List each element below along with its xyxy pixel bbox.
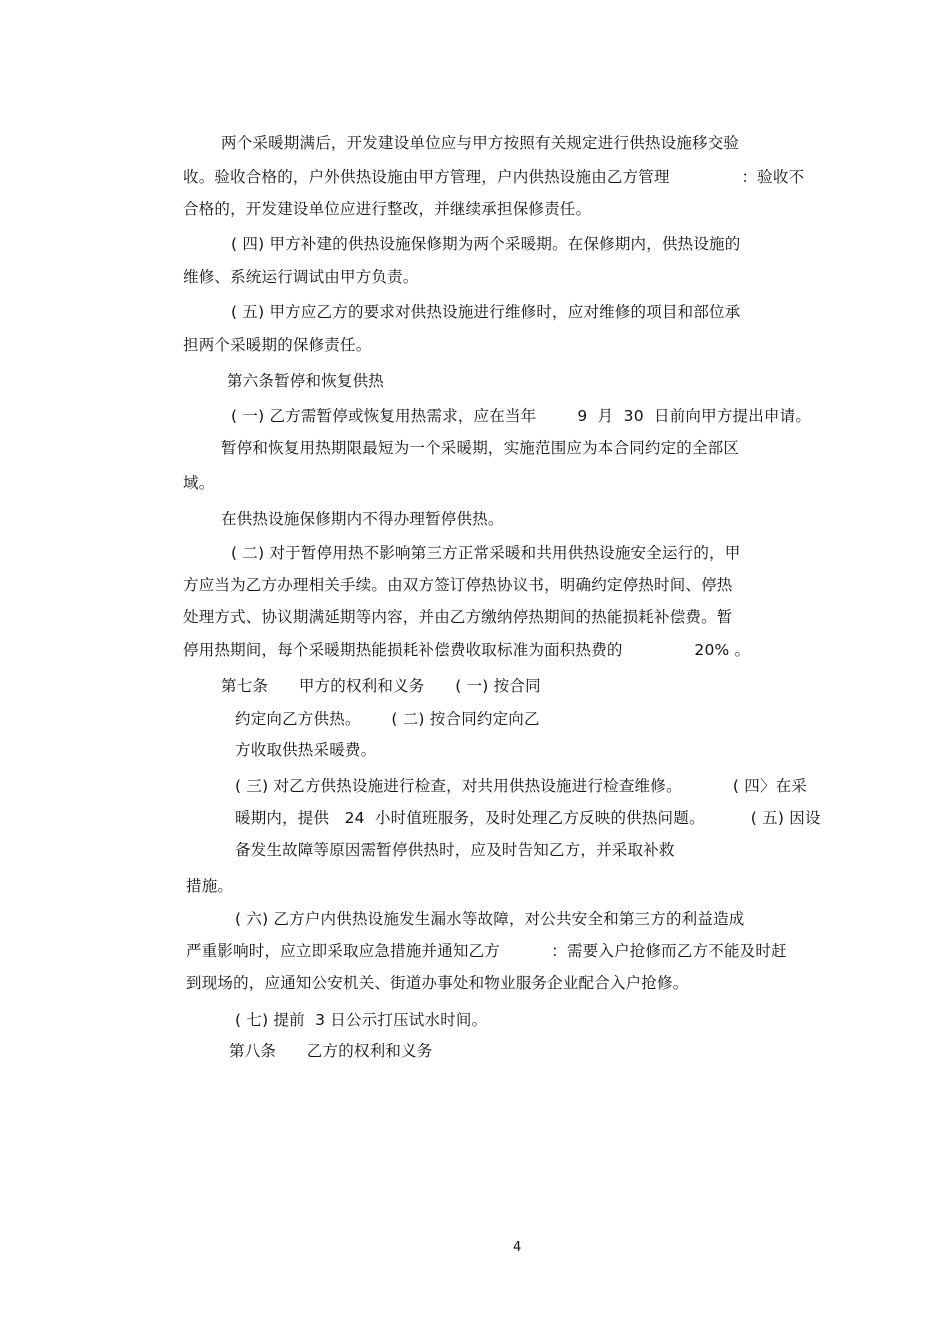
paragraph-line: 暂停和恢复用热期限最短为一个采暖期，实施范围应为本合同约定的全部区 [221, 439, 740, 457]
article-heading: 第六条暂停和恢复供热 [227, 372, 385, 390]
paragraph-line: 维修、系统运行调试由甲方负责。 [183, 268, 419, 286]
paragraph-line: 备发生故障等原因需暂停供热时，应及时告知乙方，并采取补救 [235, 841, 675, 859]
paragraph-line: ( 一) 乙方需暂停或恢复用热需求，应在当年 9 月 30 日前向甲方提出申请。 [231, 407, 812, 425]
paragraph-line: 方应当为乙方办理相关手续。由双方签订停热协议书，明确约定停热时间、停热 [183, 576, 733, 594]
paragraph-line: 合格的，开发建设单位应进行整改，并继续承担保修责任。 [183, 200, 592, 218]
paragraph-line: 方收取供热采暖费。 [235, 741, 377, 759]
paragraph-line: 处理方式、协议期满延期等内容，并由乙方缴纳停热期间的热能损耗补偿费。暂 [183, 608, 733, 626]
paragraph-line: 约定向乙方供热。 ( 二) 按合同约定向乙 [235, 710, 540, 728]
article-heading: 第七条 甲方的权利和义务 ( 一) 按合同 [221, 677, 541, 695]
paragraph-line: ( 二) 对于暂停用热不影响第三方正常采暖和共用供热设施安全运行的，甲 [231, 544, 741, 562]
paragraph-line: 收。验收合格的，户外供热设施由甲方管理，户内供热设施由乙方管理 ：验收不 [183, 168, 805, 186]
paragraph-line: ( 六) 乙方户内供热设施发生漏水等故障，对公共安全和第三方的利益造成 [235, 910, 745, 928]
paragraph-line: 担两个采暖期的保修责任。 [183, 336, 372, 354]
page-number: 4 [513, 1240, 522, 1255]
paragraph-line: 暖期内，提供 24 小时值班服务，及时处理乙方反映的供热问题。 ( 五) 因设 [235, 809, 821, 827]
paragraph-line: ( 四) 甲方补建的供热设施保修期为两个采暖期。在保修期内，供热设施的 [231, 235, 741, 253]
paragraph-line: 严重影响时，应立即采取应急措施并通知乙方 ：需要入户抢修而乙方不能及时赶 [186, 942, 787, 960]
paragraph-line: 在供热设施保修期内不得办理暂停供热。 [221, 510, 504, 528]
paragraph-line: ( 五) 甲方应乙方的要求对供热设施进行维修时，应对维修的项目和部位承 [231, 303, 741, 321]
paragraph-line: 到现场的，应通知公安机关、街道办事处和物业服务企业配合入户抢修。 [186, 974, 689, 992]
paragraph-line: ( 七) 提前 3 日公示打压试水时间。 [235, 1011, 488, 1029]
article-heading: 第八条 乙方的权利和义务 [229, 1042, 433, 1060]
paragraph-line: 两个采暖期满后，开发建设单位应与甲方按照有关规定进行供热设施移交验 [221, 134, 740, 152]
paragraph-line: ( 三) 对乙方供热设施进行检查，对共用供热设施进行检查维修。 ( 四〉在采 [235, 777, 808, 795]
paragraph-line: 措施。 [186, 877, 234, 895]
paragraph-line: 域。 [183, 474, 215, 492]
paragraph-line: 停用热期间，每个采暖期热能损耗补偿费收取标准为面积热费的 20% 。 [183, 641, 751, 659]
